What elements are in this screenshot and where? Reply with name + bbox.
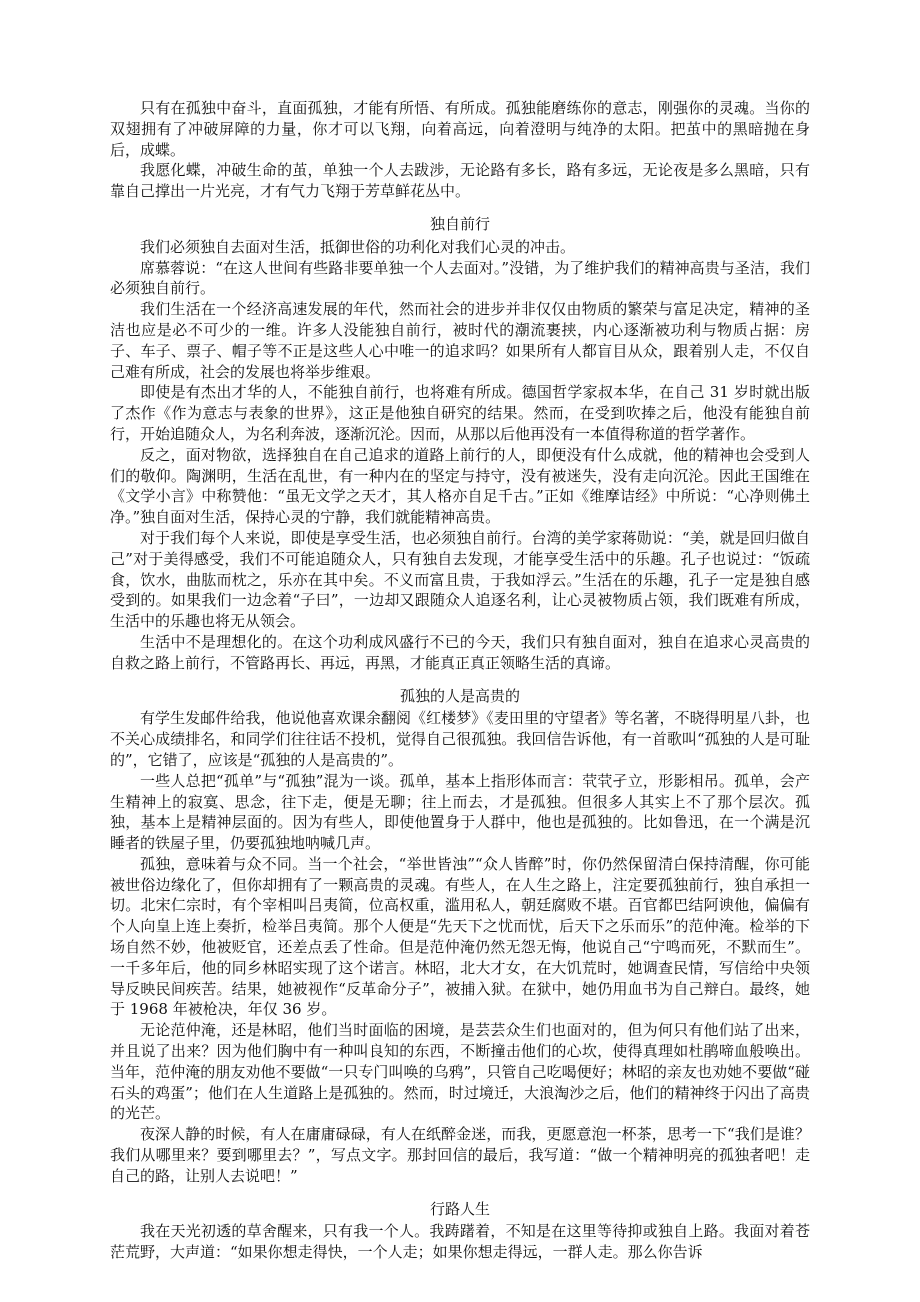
section-title: 独自前行 [429, 214, 490, 233]
paragraph: 有学生发邮件给我，他说他喜欢课余翻阅《红楼梦》《麦田里的守望者》等名著，不晓得明星八卦，也不关心成绩排名，和同学们往往话不投机，觉得自己很孤独。我回信告诉他，有一首歌叫“孤独的人是可耻的”，它错了，应该是“孤独的人是高贵的”。 [110, 709, 810, 769]
section-lonely-are-noble [110, 686, 810, 1187]
intro-section [110, 98, 810, 202]
paragraph: 反之，面对物欲，选择独自在自己追求的道路上前行的人，即便没有什么成就，他的精神也会受到人们的敬仰。陶渊明，生活在乱世，有一种内在的坚定与持守，没有被迷失，没有走向沉沦。因此王国维在《文学小言》中称赞他：“虽无文学之天才，其人格亦自足千古。”正如《维摩诘经》中所说：“心净则佛土净。”独自面对生活，保持心灵的宁静，我们就能精神高贵。 [110, 445, 810, 527]
paragraph: 一些人总把“孤单”与“孤独”混为一谈。孤单，基本上指形体而言：茕茕孑立，形影相吊。孤单，会产生精神上的寂寞、思念，往下走，便是无聊；往上而去，才是孤独。但很多人其实上不了那个层次。孤独，基本上是精神层面的。因为有些人，即使他置身于人群中，他也是孤独的。比如鲁迅，在一个满是沉睡者的铁屋子里，仍要孤独地呐喊几声。 [110, 771, 810, 853]
section-walking-alone [110, 214, 810, 674]
paragraph: 我们必须独自去面对生活，抵御世俗的功利化对我们心灵的冲击。 [140, 237, 576, 256]
paragraph: 无论范仲淹，还是林昭，他们当时面临的困境，是芸芸众生们也面对的，但为何只有他们站了出来，并且说了出来？因为他们胸中有一种叫良知的东西，不断撞击他们的心坎，使得真理如杜鹃啼血般唤出。当年，范仲淹的朋友劝他不要做“一只专门叫唤的乌鸦”，只管自己吃喝便好；林昭的亲友也劝她不要做“碰石头的鸡蛋”；他们在人生道路上是孤独的。然而，时过境迁，大浪淘沙之后，他们的精神终于闪出了高贵的光芒。 [110, 1021, 810, 1123]
paragraph: 只有在孤独中奋斗，直面孤独，才能有所悟、有所成。孤独能磨练你的意志，刚强你的灵魂。当你的双翅拥有了冲破屏障的力量，你才可以飞翔，向着高远，向着澄明与纯净的太阳。把茧中的黑暗抛在身后，成蝶。 [110, 99, 810, 159]
paragraph: 生活中不是理想化的。在这个功利成风盛行不已的今天，我们只有独自面对，独自在追求心灵高贵的自救之路上前行，不管路再长、再远，再黑，才能真正真正领略生活的真谛。 [110, 632, 810, 672]
section-life-journey [110, 1199, 810, 1263]
paragraph: 夜深人静的时候，有人在庸庸碌碌，有人在纸醉金迷，而我，更愿意泡一杯茶，思考一下“我们是谁？我们从哪里来？要到哪里去？”，写点文字。那封回信的最后，我写道：“做一个精神明亮的孤独者吧！走自己的路，让别人去说吧！” [110, 1125, 810, 1185]
paragraph: 我愿化蝶，冲破生命的茧，单独一个人去跋涉，无论路有多长，路有多远，无论夜是多么黑暗，只有靠自己撑出一片光亮，才有气力飞翔于芳草鲜花丛中。 [110, 161, 810, 201]
paragraph: 即使是有杰出才华的人，不能独自前行，也将难有所成。德国哲学家叔本华，在自己 31 岁时就出版了杰作《作为意志与表象的世界》，这正是他独自研究的结果。然而，在受到吹捧之后，他没有能独自前行，开始追随众人，为名利奔波，逐渐沉沦。因而，从那以后他再没有一本值得称道的哲学著作。 [110, 383, 810, 443]
paragraph: 我在天光初透的草舍醒来，只有我一个人。我踌躇着，不知是在这里等待抑或独自上路。我面对着苍茫荒野，大声道：“如果你想走得快，一个人走；如果你想走得远，一群人走。那么你告诉 [110, 1222, 810, 1262]
paragraph: 我们生活在一个经济高速发展的年代，然而社会的进步并非仅仅由物质的繁荣与富足决定，精神的圣洁也应是必不可少的一维。许多人没能独自前行，被时代的潮流裹挟，内心逐渐被功利与物质占据：房子、车子、票子、帽子等不正是这些人心中唯一的追求吗？如果所有人都盲目从众，跟着别人走，不仅自己难有所成，社会的发展也将举步维艰。 [110, 300, 810, 381]
paragraph: 席慕蓉说：“在这人世间有些路非要单独一个人去面对。”没错，为了维护我们的精神高贵与圣洁，我们必须独自前行。 [110, 258, 810, 298]
paragraph: 孤独，意味着与众不同。当一个社会，“举世皆浊”“众人皆醉”时，你仍然保留清白保持清醒，你可能被世俗边缘化了，但你却拥有了一颗高贵的灵魂。有些人，在人生之路上，注定要孤独前行，独自承担一切。北宋仁宗时，有个宰相叫吕夷简，位高权重，滥用私人，朝廷腐败不堪。百官都巴结阿谀他，偏偏有个人向皇上连上奏折，检举吕夷简。那个人便是“先天下之忧而忧，后天下之乐而乐”的范仲淹。检举的下场自然不妙，他被贬官，还差点丢了性命。但是范仲淹仍然无怨无悔，他说自己“宁鸣而死，不默而生”。一千多年后，他的同乡林昭实现了这个诺言。林昭，北大才女，在大饥荒时，她调查民情，写信给中央领导反映民间疾苦。结果，她被视作“反革命分子”，被捕入狱。在狱中，她仍用血书为自己辩白。最终，她于 1968 年被枪决，年仅 36 岁。 [110, 854, 810, 1019]
paragraph: 对于我们每个人来说，即使是享受生活，也必须独自前行。台湾的美学家蒋勋说：“美，就是回归做自己”对于美得感受，我们不可能追随众人，只有独自去发现，才能享受生活中的乐趣。孔子也说过：“饭疏食，饮水，曲肱而枕之，乐亦在其中矣。不义而富且贵，于我如浮云。”生活在的乐趣，孔子一定是独自感受到的。如果我们一边念着“子曰”，一边却又跟随众人追逐名利，让心灵被物质占领，我们既难有所成，生活中的乐趣也将无从领会。 [110, 528, 810, 631]
section-title: 行路人生 [429, 1199, 490, 1218]
section-title: 孤独的人是高贵的 [399, 686, 520, 705]
